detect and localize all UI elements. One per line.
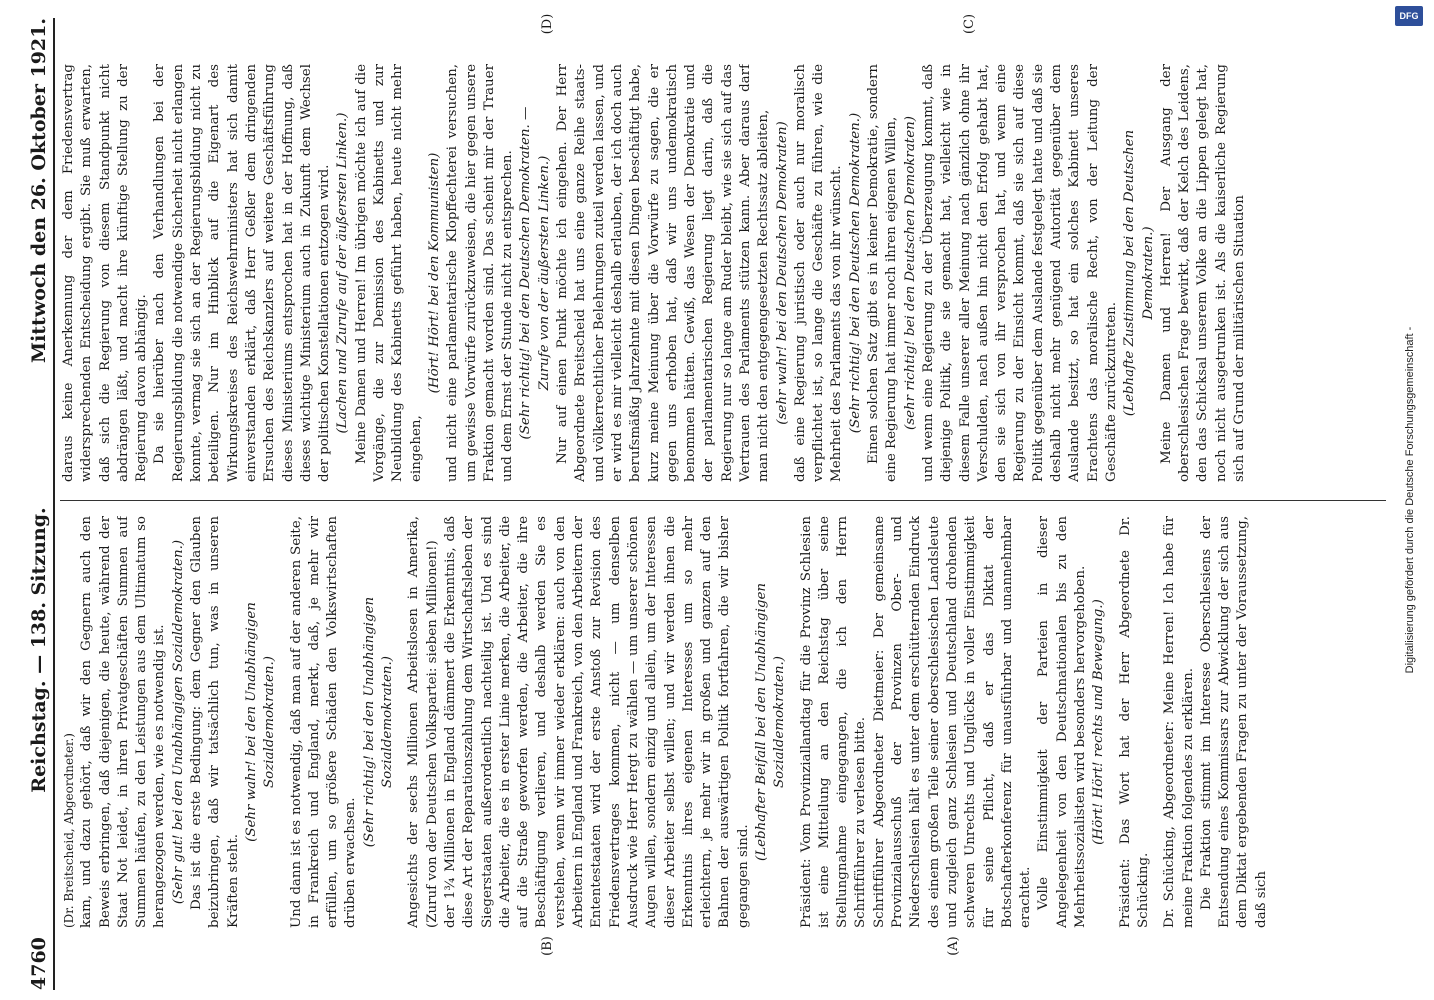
paragraph-13: und wenn eine Regierung zu der Überzeugung kommt, daß diejenige Politik, die sie gemacht hat, vielleicht wie in diesem Falle unserer aller Meinung nach gänzlich ohne ihr Verschulden, nach außen hin nicht den Erfolg gehabt hat, den sie sich von ihr versprochen hat, und wenn eine Regierung zu der Einsicht kommt, daß sie sich auf diese Politik gegenüber dem Auslande festgelegt hatte und daß sie deshalb nicht mehr genügend Autorität gegenüber dem Auslande besitzt, so hat ein solches Kabinett unseres Erachtens das moralische Recht, von der Leitung der Geschäfte zurückzutreten.	[920, 64, 1119, 482]
paragraph-5: Und dann ist es notwendig, daß man auf der anderen Seite, in Frankreich und England, merkt, daß, je mehr wir erfüllen, um so größere Schäden den Volkswirtschaften drüben erwachsen.	[288, 516, 359, 928]
paragraph-15: Dr. Schücking, Abgeordneter: Meine Herren! Ich habe für meine Fraktion folgendes zu erklären.	[1162, 516, 1196, 928]
interjection-6: (Sehr richtig! bei den Unabhängigen Sozialdemokraten.)	[361, 596, 396, 848]
paragraph-14: Präsident: Das Wort hat der Herr Abgeordnete Dr. Schücking.	[1117, 516, 1151, 928]
text-column-right	[60, 64, 1398, 482]
paragraph-1: kam, und dazu gehört, daß wir den Gegnern auch den Beweis erbringen, daß diejenigen, die heute, während der Staat Not leidet, in ihren Privatgeschäften Summen auf Summen häufen, zu den Leistungen aus dem Ultimatum so herangezogen werden, wie es notwendig ist.	[79, 516, 168, 928]
margin-letter-d: (D)	[540, 13, 555, 35]
paragraph-11: Schriftführer Abgeordneter Dietmeier: Der gemeinsame Provinzialausschuß der Provinzen Ober- und Niederschlesien hält es unter dem erschütternden Eindruck des einem großen Teile seiner oberschlesischen Landsleute und zugleich ganz Schlesien und Deutschland drohenden schweren Unrechts und Unglücks in voller Einstimmigkeit für seine Pflicht, daß er das Diktat der Botschafterkonferenz für unausführbar und unannehmbar erachtet.	[871, 516, 1034, 928]
paragraph-5: und nicht eine parlamentarische Klopffechterei versuchen, um gewisse Vorwürfe zurückzuweisen, die hier gegen unsere Fraktion gemacht worden sind. Das scheint mir der Trauer und dem Ernst der Stunde nicht zu entsprechen.	[445, 64, 516, 482]
interjection-9: (Lebhafter Beifall bei den Unabhängigen Sozialdemokraten.)	[753, 582, 788, 862]
paragraph-3: Meine Damen und Herren! Im übrigen möchte ich auf die Vorgänge, die zur Demission des Kabinetts und zur Neubildung des Kabinetts geführt haben, heute nicht mehr eingehen,	[353, 64, 424, 482]
page-number: 4760	[28, 937, 50, 990]
interjection-4: (Sehr wahr! bei den Unabhängigen Sozialdemokraten.)	[243, 602, 278, 842]
interjection-12: (sehr richtig! bei den Deutschen Demokraten)	[902, 116, 918, 430]
paragraph-7: Angesichts der sechs Millionen Arbeitslosen in Amerika, (Zuruf von der Deutschen Volkspartei: sieben Millionen!)	[406, 516, 440, 928]
column-divider	[60, 500, 1398, 501]
margin-letter-b: (B)	[540, 936, 555, 956]
interjection-10: (Sehr richtig! bei den Deutschen Demokraten.)	[847, 112, 863, 434]
digitization-credit: Digitalisierung gefördert durch die Deutsche Forschungsgemeinschaft -	[1404, 326, 1416, 674]
interjection-4: (Hört! Hört! bei den Kommunisten)	[426, 152, 442, 394]
interjection-13: (Hört! Hört! rechts und Bewegung.)	[1091, 599, 1107, 845]
paragraph-12: Volle Einstimmigkeit der Parteien in dieser Angelegenheit von den Deutschnationalen bis zu den Mehrheitssozialisten wird besonders hervorgehoben.	[1036, 516, 1089, 928]
interjection-2: (Sehr gut! bei den Unabhängigen Sozialdemokraten.)	[170, 539, 186, 905]
paragraph-0: (Dr. Breitscheid, Abgeordneter.)	[62, 733, 76, 928]
margin-letter-c: (C)	[962, 13, 977, 35]
paragraph-8: der 1¾ Millionen in England dämmert die Erkenntnis, daß diese Art der Reparationszahlung dem Wirtschaftsleben der Siegerstaaten außerordentlich nachteilig ist. Und es sind die Arbeiter, die es in erster Linie merken, die Arbeiter, die auf die Straße geworfen werden, die Arbeiter, die ihre Beschäftigung verlieren, und deshalb werden Sie es verstehen, wenn wir immer wieder erklären: auch von den Arbeitern in England und Frankreich, von den Arbeitern der Ententestaaten wird der erste Anstoß zur Revision des Friedensvertrages kommen, nicht — um denselben Ausdruck wie Herr Hergt zu wählen — um unserer schönen Augen willen, sondern einzig und allein, um der Interessen dieser Arbeiter selbst willen; und wir werden ihnen die Erkenntnis ihres eigenen Interesses um so mehr erleichtern, je mehr wir in großen und ganzen auf den Bahnen der auswärtigen Politik fortfahren, die wir bisher gegangen sind.	[442, 516, 751, 928]
interjection-2: (Lachen und Zurufe auf der äußersten Linken.)	[335, 112, 351, 434]
paragraph-10: Präsident: Vom Provinziallandtag für die Provinz Schlesien ist eine Mitteilung an den Reichstag über seine Stellungnahme eingegangen, die ich den Herrn Schriftführer zu verlesen bitte.	[798, 516, 869, 928]
paragraph-15: Meine Damen und Herren! Der Ausgang der oberschlesischen Frage bewirkt, daß der Kelch des Leidens, den das Schicksal unserem Volke an die Lippen gelegt hat, noch nicht ausgetrunken ist. Als die kaiserliche Regierung sich auf Grund der militärischen Situation	[1158, 64, 1247, 482]
page-header	[8, 18, 55, 990]
dfg-logo: DFG	[1395, 6, 1423, 26]
paragraph-9: daß eine Regierung juristisch oder auch nur moralisch verpflichtet ist, so lange die Geschäfte zu führen, wie die Mehrheit des Parlaments das von ihr wünscht.	[792, 64, 845, 482]
session-title: Reichstag. — 138. Sitzung.	[28, 507, 50, 793]
margin-letter-a: (A)	[946, 936, 961, 956]
digitization-sidebar	[1386, 0, 1434, 1000]
interjection-8: (sehr wahr! bei den Deutschen Demokraten)	[774, 121, 790, 425]
paragraph-7: Nur auf einen Punkt möchte ich eingehen. Der Herr Abgeordnete Breitscheid hat uns eine ganze Reihe staats- und völkerrechtlicher Belehrungen zuteil werden lassen, und er wird es mir vielleicht deshalb erlauben, der ich doch auch berufsmäßig Jahrzehnte mit diesen Dingen beschäftigt habe, kurz meine Meinung über die Vorwürfe zu sagen, die er gegen uns erhoben hat, daß wir uns undemokratisch benommen hätten. Gewiß, das Wesen der Demokratie und der parlamentarischen Regierung liegt darin, daß die Regierung nur so lange am Ruder bleibt, wie sie sich auf das Vertrauen des Parlaments stützen kann. Aber daraus darf man nicht den entgegengesetzten Rechtssatz ableiten,	[555, 64, 772, 482]
paragraph-0: daraus keine Anerkennung der dem Friedensvertrag widersprechenden Entscheidung ergibt. Sie muß erwarten, daß sich die Regierung von diesem Standpunkt nicht abdrängen läßt, und macht ihre künftige Stellung zu der Regierung davon abhängig.	[61, 64, 150, 482]
session-date: Mittwoch den 26. Oktober 1921.	[28, 18, 50, 363]
text-column-left	[60, 516, 1398, 928]
interjection-14: (Lebhafte Zustimmung bei den Deutschen Demokraten.)	[1122, 129, 1156, 417]
interjection-6: (Sehr richtig! bei den Deutschen Demokraten. — Zurufe von der äußersten Linken.)	[518, 106, 552, 440]
paragraph-16: Die Fraktion stimmt im Interesse Oberschlesiens der Entsendung eines Kommissars zur Abwicklung der sich aus dem Diktat ergebenden Fragen zu unter der Voraussetzung, daß sich	[1198, 516, 1269, 928]
paragraph-3: Das ist die erste Bedingung: dem Gegner den Glauben beizubringen, daß wir tatsächlich tun, was in unseren Kräften steht.	[189, 516, 241, 928]
paragraph-1: Da sie hierüber nach den Verhandlungen bei der Regierungsbildung die notwendige Sicherheit nicht erlangen konnte, vermag sie sich an der Regierungsbildung nicht zu beteiligen. Nur im Hinblick auf die Eigenart des Wirkungskreises des Reichswehrministers hat sich damit einverstanden erklärt, daß Herr Geßler dem dringenden Ersuchen des Reichskanzlers auf weitere Geschäftsführung dieses Ministeriums entsprochen hat in der Hoffnung, daß dieses wichtige Ministerium auch in Zukunft dem Wechsel der politischen Konstellationen entzogen wird.	[152, 64, 333, 482]
paragraph-11: Einen solchen Satz gibt es in keiner Demokratie, sondern eine Regierung hat immer noch ihren eigenen Willen,	[866, 64, 900, 482]
